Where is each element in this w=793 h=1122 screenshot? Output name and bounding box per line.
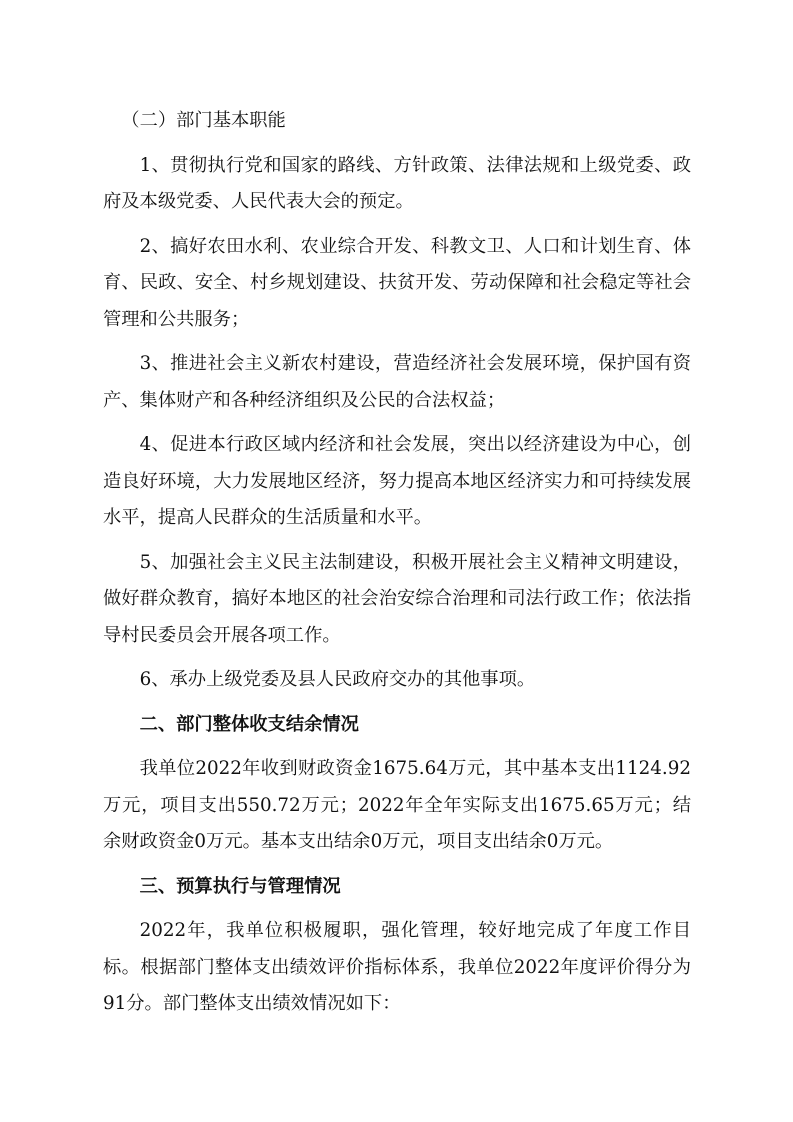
- function-item: 6、承办上级党委及县人民政府交办的其他事项。: [139, 669, 536, 690]
- section-body: 我单位2022年收到财政资金1675.64万元，其中基本支出1124.92万元，项目支出550.72万元；2022年全年实际支出1675.65万元；结余财政资金0万元。基本支出结余0万元，项目支出结余0万元。: [103, 758, 691, 852]
- section-heading: 二、部门整体收支结余情况: [139, 713, 359, 735]
- function-item: 1、贯彻执行党和国家的路线、方针政策、法律法规和上级党委、政府及本级党委、人民代表大会的预定。: [103, 154, 691, 212]
- section-body: 2022年，我单位积极履职，强化管理，较好地完成了年度工作目标。根据部门整体支出绩效评价指标体系，我单位2022年度评价得分为91分。部门整体支出绩效情况如下：: [103, 920, 691, 1014]
- function-item: 4、促进本行政区域内经济和社会发展，突出以经济建设为中心，创造良好环境，大力发展地区经济，努力提高本地区经济实力和可持续发展水平，提高人民群众的生活质量和水平。: [103, 434, 691, 528]
- document-page: [103, 103, 691, 1031]
- function-item: 5、加强社会主义民主法制建设，积极开展社会主义精神文明建设，做好群众教育，搞好本地区的社会治安综合治理和司法行政工作；依法指导村民委员会开展各项工作。: [103, 551, 691, 646]
- section-heading: 三、预算执行与管理情况: [139, 875, 341, 897]
- sub-heading: （二）部门基本职能: [121, 110, 286, 131]
- function-item: 2、搞好农田水利、农业综合开发、科教文卫、人口和计划生育、体育、民政、安全、村乡规划建设、扶贫开发、劳动保障和社会稳定等社会管理和公共服务；: [103, 235, 691, 330]
- function-item: 3、推进社会主义新农村建设，营造经济社会发展环境，保护国有资产、集体财产和各种经济组织及公民的合法权益；: [103, 353, 691, 411]
